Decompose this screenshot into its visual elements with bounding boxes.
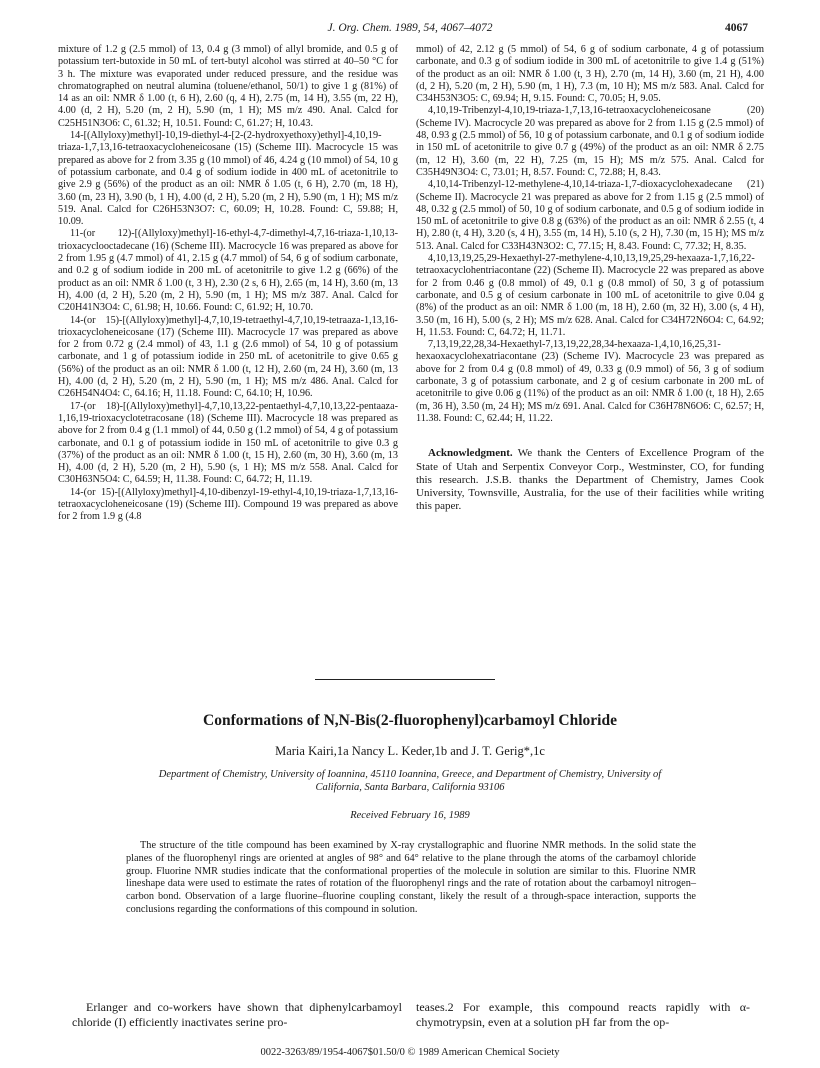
received-date: Received February 16, 1989 <box>350 810 470 821</box>
experimental-paragraph: 14-(or 15)-[(Allyloxy)methyl]-4,10-dibenzyl-19-ethyl-4,10,19-triaza-1,7,13,16-tetraoxacycloheneicosane (19) (Scheme III). Compound 19 was prepared as above for 2 from 1.9 g (4.8 <box>58 486 398 523</box>
copyright-footer: 0022-3263/89/1954-4067$01.50/0 © 1989 American Chemical Society <box>260 1047 560 1058</box>
article-title: Conformations of N,N-Bis(2-fluorophenyl)carbamoyl Chloride <box>203 712 617 729</box>
body-text-right: teases.2 For example, this compound reacts rapidly with α-chymotrypsin, even at a solution pH far from the op- <box>416 1000 750 1029</box>
experimental-paragraph: 14-(or 15)-[(Allyloxy)methyl]-4,7,10,19-tetraethyl-4,7,10,19-tetraaza-1,13,16-trioxacycloheneicosane (17) (Scheme III). Macrocycle 17 was prepared as above for 2 from 0.72 g (2.4 mmol) of 43, 1.1 g (2.6 mmol) of 54, 10 g of potassium carbonate, and 1 g of potassium iodide in 250 mL of acetonitrile to give 0.65 g (56%) of the product as an oil: NMR δ 1.00 (t, 12 H), 2.60 (m, 24 H), 3.60 (m, 13 H), 4.00 (d, 2 H), 5.20 (m, 2 H), 5.90 (m, 1 H); MS m/z 486. Anal. Calcd for C26H54N4O4: C, 64.16; H, 11.18. Found: C, 64.10; H, 10.96. <box>58 314 398 400</box>
affiliation: Department of Chemistry, University of Ioannina, 45110 Ioannina, Greece, and Department of Chemistry, University of California, Santa Barbara, California 93106 <box>158 769 662 793</box>
experimental-paragraph: 7,13,19,22,28,34-Hexaethyl-7,13,19,22,28,34-hexaaza-1,4,10,16,25,31-hexaoxacyclohexatriacontane (23) (Scheme IV). Macrocycle 23 was prepared as above for 2 from 0.4 g (0.8 mmol) of 49, 0.33 g (0.9 mmol) of 56, 3 g of sodium carbonate, 3 g of potassium carbonate, and 2 g of cesium carbonate in 200 mL of acetonitrile to give 0.06 g (11%) of the product as an oil: NMR δ 1.00 (t, 18 H), 2.65 (m, 36 H), 3.50 (m, 24 H); MS m/z 691. Anal. Calcd for C36H78N6O6: C, 62.57; H, 11.38. Found: C, 62.44; H, 11.22. <box>416 339 764 424</box>
experimental-paragraph: mmol) of 42, 2.12 g (5 mmol) of 54, 6 g of sodium carbonate, 4 g of potassium carbonate, and 0.3 g of sodium iodide in 300 mL of acetonitrile to give 1.4 g (51%) of the product as an oil: NMR δ 1.00 (t, 3 H), 2.70 (m, 14 H), 3.60 (m, 21 H), 4.00 (d, 2 H), 5.20 (m, 2 H), 5.90 (m, 1 H), 7.3 (m, 10 H); MS m/z 583. Anal. Calcd for C34H53N3O5: C, 69.94; H, 9.15. Found: C, 70.05; H, 9.05. <box>416 44 764 105</box>
right-text-column <box>416 44 764 514</box>
acknowledgment <box>416 447 764 513</box>
running-header <box>72 22 748 38</box>
page-number: 4067 <box>725 22 748 34</box>
body-text-left: Erlanger and co-workers have shown that diphenylcarbamoyl chloride (I) efficiently inactivates serine pro- <box>72 1000 402 1029</box>
experimental-paragraph: 14-[(Allyloxy)methyl]-10,19-diethyl-4-[2-(2-hydroxyethoxy)ethyl]-4,10,19-triaza-1,7,13,16-tetraoxacycloheneicosane (15) (Scheme III). Macrocycle 15 was prepared as above for 2 from 3.35 g (10 mmol) of 46, 4.24 g (10 mmol) of 54, 10 g of potassium carbonate, and 0.4 g of sodium iodide in 400 mL of acetonitrile to give 2.9 g (56%) of the product as an oil: NMR δ 1.05 (t, 6 H), 2.70 (m, 18 H), 3.60 (m, 23 H), 3.90 (b, 1 H), 4.00 (d, 2 H), 5.20 (m, 2 H), 5.90 (m, 1 H); MS m/z 519. Anal. Calcd for C26H53N3O7: C, 60.09; H, 10.28. Found: C, 59.88; H, 10.09. <box>58 130 398 228</box>
experimental-paragraph: 17-(or 18)-[(Allyloxy)methyl]-4,7,10,13,22-pentaethyl-4,7,10,13,22-pentaaza-1,16,19-trioxacyclotetracosane (18) (Scheme III). Macrocycle 18 was prepared as above for 2 from 0.4 g (1.1 mmol) of 44, 0.50 g (1.2 mmol) of 54, 4 g of potassium carbonate, and 0.1 g of potassium iodide in 150 mL of acetonitrile to give 0.3 g (37%) of the product as an oil: NMR δ 1.00 (t, 15 H), 2.60 (m, 30 H), 3.60 (m, 13 H), 4.00 (d, 2 H), 5.20 (m, 2 H), 5.90 (s, 1 H); MS m/z 558. Anal. Calcd for C30H63N5O4: C, 64.59; H, 11.38. Found: C, 64.72; H, 11.19. <box>58 400 398 486</box>
acknowledgment-text: We thank the Centers of Excellence Program of the State of Utah and Serpentix Conveyor Corp., Westminster, CO, for funding this research. J.S.B. thanks the Department of Chemistry, James Cook University, Townsville, Australia, for the use of their facilities while writing this paper. <box>416 447 764 513</box>
section-divider <box>315 679 495 680</box>
experimental-paragraph: 4,10,13,19,25,29-Hexaethyl-27-methylene-4,10,13,19,25,29-hexaaza-1,7,16,22-tetraoxacyclohentriacontane (22) (Scheme II). Macrocycle 22 was prepared as above for 2 from 0.46 g (0.8 mmol) of 49, 0.1 g (0.8 mmol) of 50, 3 g of potassium carbonate, and 0.5 g of cesium carbonate in 100 mL of acetonitrile to give 0.04 g (8%) of the product as an oil: NMR δ 1.00 (m, 18 H), 2.60 (m, 32 H), 3.00 (s, 4 H), 3.50 (m, 16 H), 5.00 (s, 2 H); MS m/z 628. Anal. Calcd for C34H72N6O4: C, 64.92; H, 11.53. Found: C, 64.72; H, 11.71. <box>416 253 764 338</box>
abstract: The structure of the title compound has been examined by X-ray crystallographic and fluorine NMR methods. In the solid state the planes of the fluorophenyl rings are oriented at angles of 98° and 64° relative to the plane through the atoms of the carbamoyl chloride group. Fluorine NMR studies indicate that the conformational properties of the molecule in solution are similar to this. Fluorine NMR lineshape data were used to estimate the rates of rotation of the fluorophenyl rings and the rate of rotation about the carbamoyl nitrogen–carbon bond. Observation of a large fluorine–fluorine coupling constant, likely the result of a through-space interaction, supports the conclusions regarding the conformations of this compound in solution. <box>126 840 696 915</box>
experimental-paragraph: 11-(or 12)-[(Allyloxy)methyl]-16-ethyl-4,7-dimethyl-4,7,16-triaza-1,10,13-trioxacyclooctadecane (16) (Scheme III). Macrocycle 16 was prepared as above for 2 from 1.95 g (4.7 mmol) of 41, 2.15 g (4.7 mmol) of 54, 6 g of sodium carbonate, and 0.2 g of sodium iodide in 200 mL of acetonitrile to give 1.2 g (66%) of the product as an oil: NMR δ 1.00 (t, 3 H), 2.30 (2 s, 6 H), 2.65 (m, 14 H), 3.60 (m, 13 H), 4.00 (d, 2 H), 5.20 (m, 2 H), 5.90 (m, 1 H); MS m/z 387. Anal. Calcd for C20H41N3O4: C, 61.98; H, 10.66. Found: C, 61.92; H, 10.70. <box>58 228 398 314</box>
experimental-paragraph: 4,10,19-Tribenzyl-4,10,19-triaza-1,7,13,16-tetraoxacycloheneicosane (20) (Scheme IV). Macrocycle 20 was prepared as above for 2 from 1.15 g (2.5 mmol) of 48, 0.93 g (2.5 mmol) of 56, 10 g of potassium carbonate, and 0.1 g of sodium iodide in 150 mL of acetonitrile to give 0.7 g (49%) of the product as an oil: NMR δ 2.75 (m, 12 H), 3.60 (m, 22 H), 7.25 (m, 15 H); MS m/z 575. Anal. Calcd for C35H49N3O4: C, 73.01; H, 8.57. Found: C, 72.88; H, 8.43. <box>416 105 764 178</box>
experimental-paragraph: mixture of 1.2 g (2.5 mmol) of 13, 0.4 g (3 mmol) of allyl bromide, and 0.5 g of potassium tert-butoxide in 50 mL of tert-butyl alcohol was stirred at 40–50 °C for 3 h. The mixture was evaporated under reduced pressure, and the residue was chromatographed on neutral alumina (toluene/ethanol, 50/1) to give 1 g (81%) of 14 as an oil: NMR δ 1.00 (t, 6 H), 2.60 (q, 4 H), 2.75 (m, 14 H), 3.55 (m, 22 H), 4.00 (d, 2 H), 5.20 (m, 2 H), 5.90 (m, 1 H); MS m/z 490. Anal. Calcd for C25H51N3O6: C, 61.32; H, 10.51. Found: C, 61.27; H, 10.43. <box>58 44 398 129</box>
left-text-column <box>58 44 398 524</box>
experimental-paragraph: 4,10,14-Tribenzyl-12-methylene-4,10,14-triaza-1,7-dioxacyclohexadecane (21) (Scheme II). Macrocycle 21 was prepared as above for 2 from 1.15 g (2.5 mmol) of 48, 0.32 g (2.5 mmol) of 50, 10 g of sodium carbonate, and 0.5 g of sodium iodide in 150 mL of acetonitrile to give 0.8 g (63%) of the product as an oil: NMR δ 2.55 (t, 4 H), 2.80 (t, 4 H), 3.20 (s, 4 H), 3.55 (m, 14 H), 5.10 (s, 2 H), 7.30 (m, 15 H); MS m/z 513. Anal. Calcd for C33H43N3O2: C, 77.15; H, 8.43. Found: C, 77.32; H, 8.35. <box>416 179 764 252</box>
acknowledgment-heading: Acknowledgment. <box>428 447 513 460</box>
journal-citation: J. Org. Chem. 1989, 54, 4067–4072 <box>327 22 493 34</box>
author-list: Maria Kairi,1a Nancy L. Keder,1b and J. T. Gerig*,1c <box>275 744 545 758</box>
